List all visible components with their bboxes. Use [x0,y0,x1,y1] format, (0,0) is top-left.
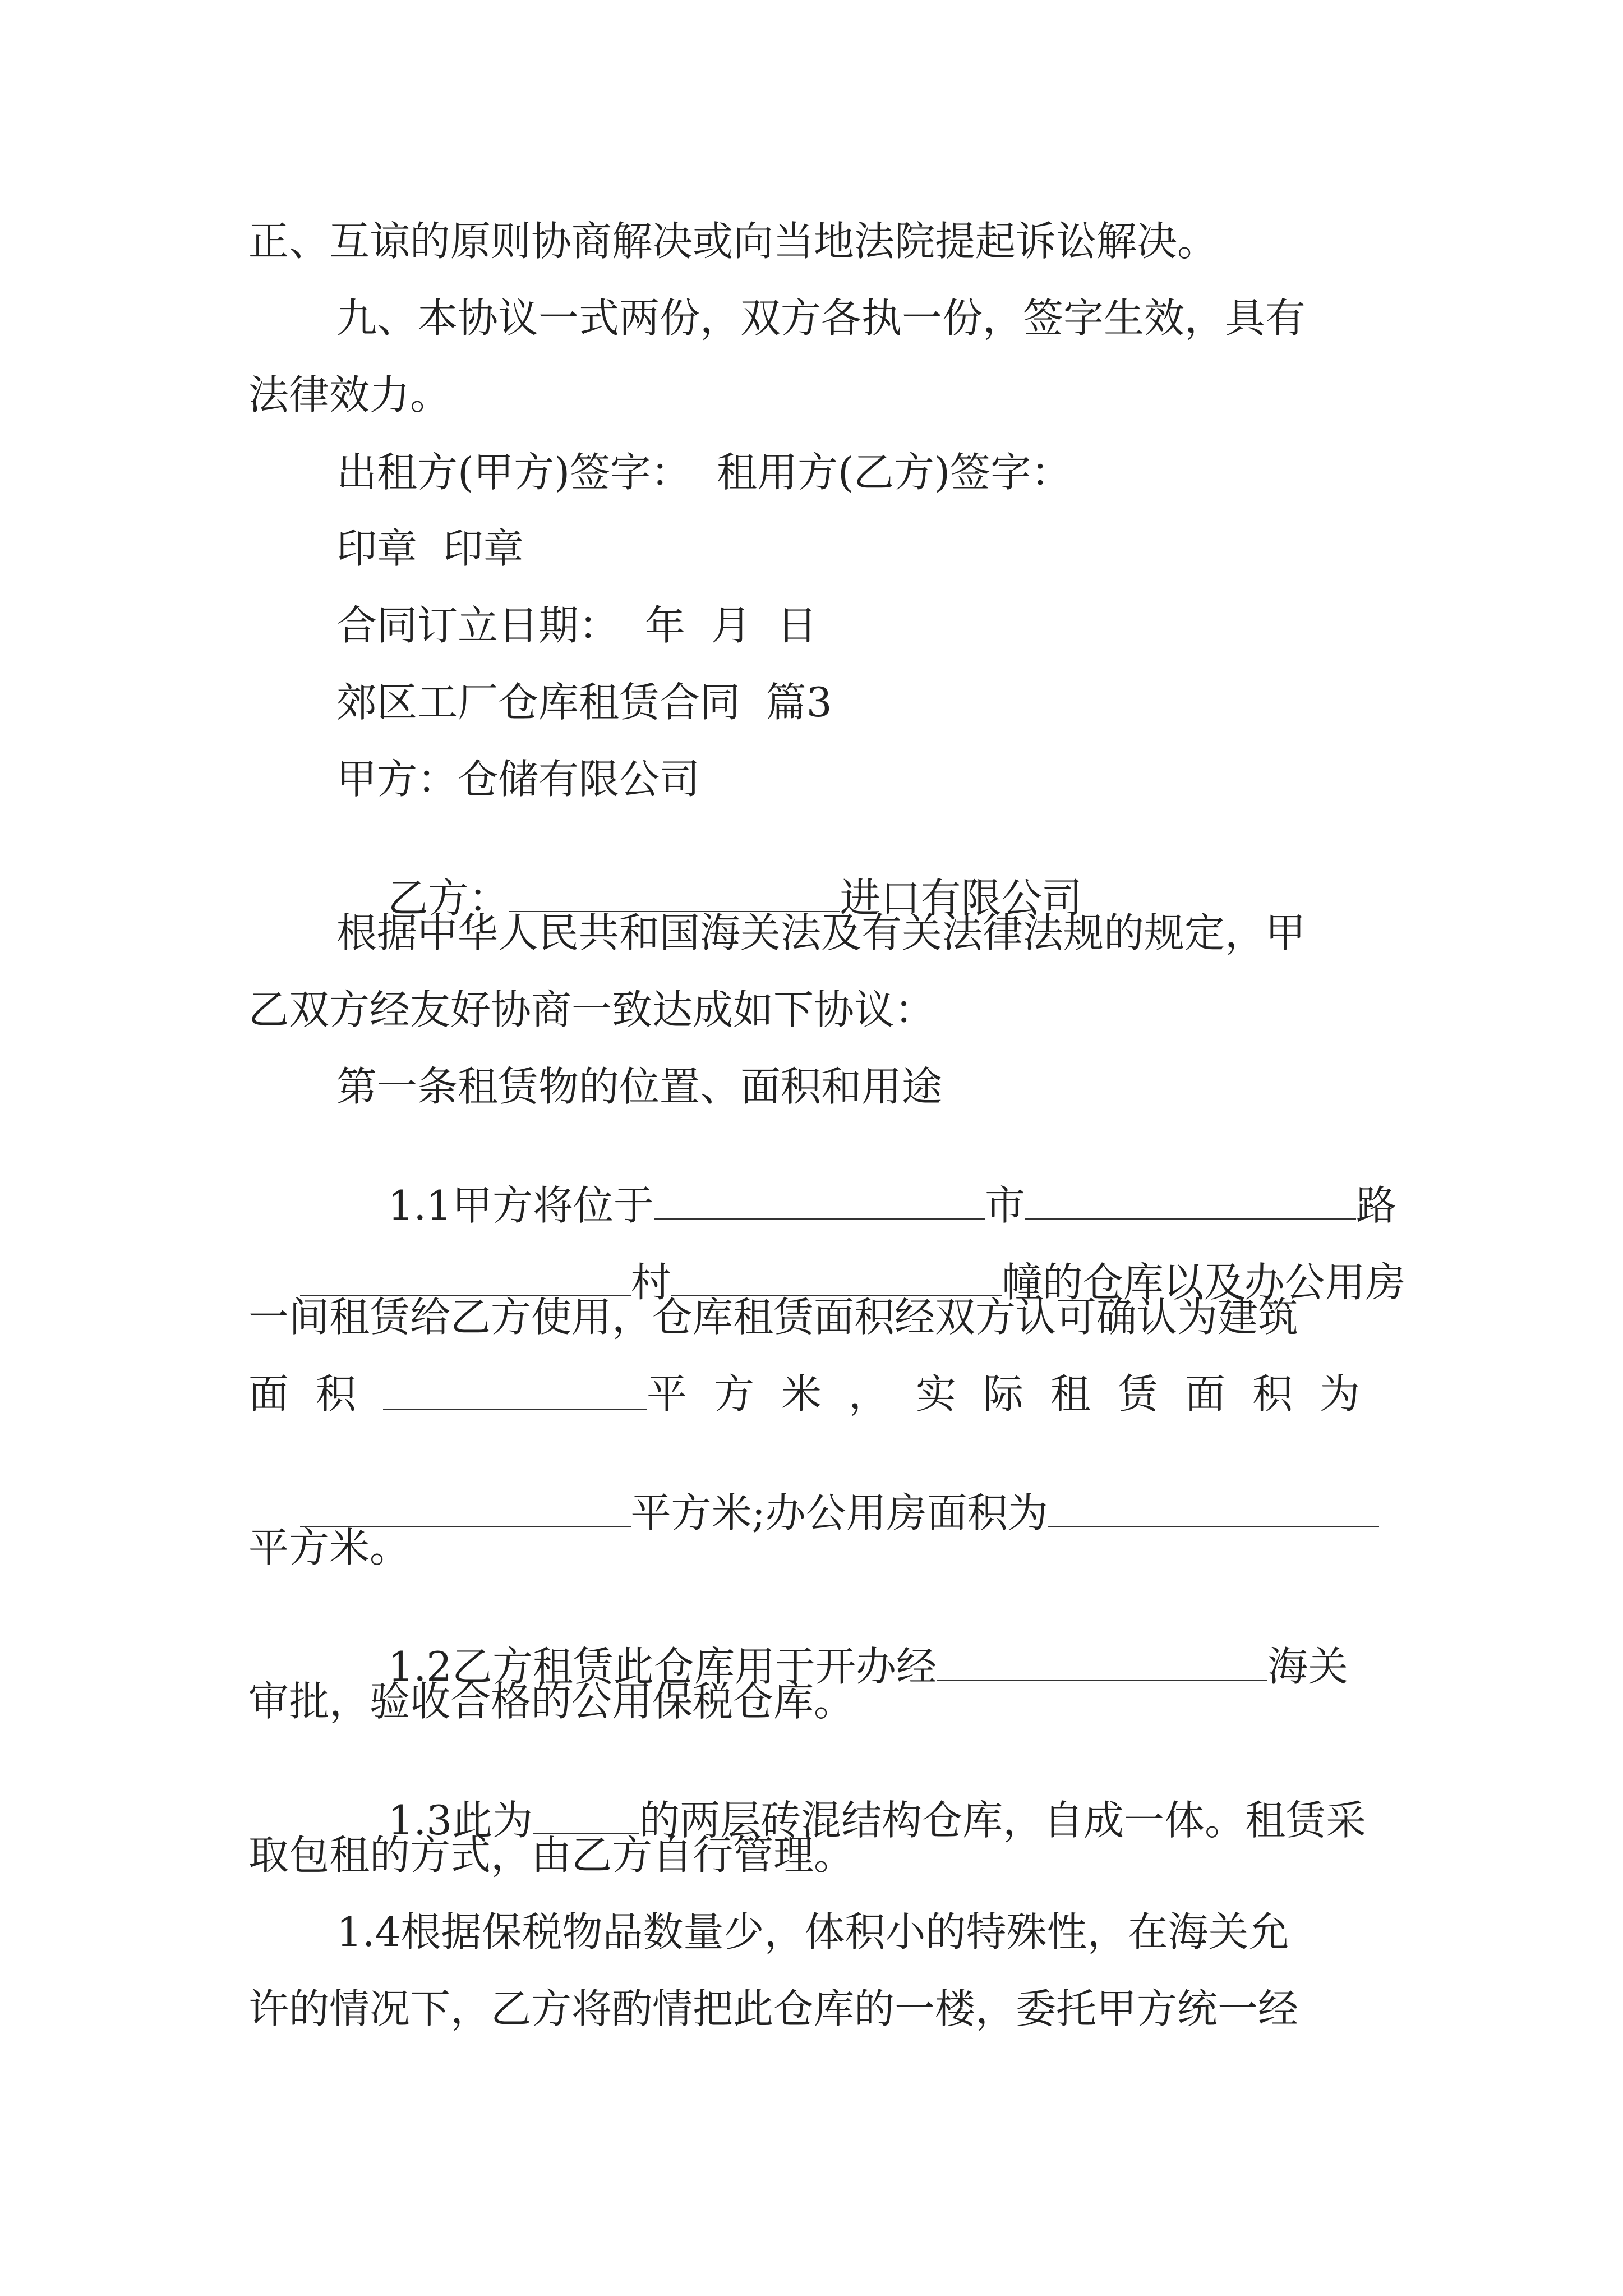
paragraph-line: 正、互谅的原则协商解决或向当地法院提起诉讼解决。 [248,218,1218,265]
clause-text: 1.3此为 [388,1797,533,1844]
clause-line-justified [248,1370,1387,1418]
blank-underline [300,1491,631,1527]
clause-text: 海关 [1267,1643,1349,1690]
blank-underline [300,1260,631,1296]
paragraph-line: 平方米。 [248,1524,411,1571]
clause-text: 平方米，实际租赁面积为 [646,1370,1387,1418]
paragraph-line: 取包租的方式，由乙方自行管理。 [248,1832,855,1879]
party-a-line: 甲方：仓储有限公司 [336,756,700,803]
paragraph-line: 九、本协议一式两份，双方各执一份，签字生效，具有 [336,295,1306,342]
blank-underline [509,876,840,912]
contract-date-line: 合同订立日期： 年 月 日 [336,602,818,649]
paragraph-line: 一间租赁给乙方使用，仓库租赁面积经双方认可确认为建筑 [248,1294,1299,1341]
clause-text: 平方米;办公用房面积为 [630,1489,1048,1536]
blank-underline [1025,1184,1356,1220]
blank-underline [671,1260,1002,1296]
clause-text: 路 [1356,1182,1397,1229]
paragraph-line: 乙双方经友好协商一致达成如下协议： [248,986,935,1033]
section-title: 郊区工厂仓库租赁合同 篇3 [336,679,832,726]
blank-underline [383,1374,647,1410]
clause-text: 幢的仓库以及办公用房 [1002,1259,1406,1306]
party-b-suffix: 进口有限公司 [840,875,1082,922]
blank-underline [533,1798,639,1834]
clause-text: 村 [630,1259,671,1306]
paragraph-line: 1.4根据保税物品数量少，体积小的特殊性，在海关允 [336,1908,1289,1955]
blank-underline [654,1184,985,1220]
paragraph-line: 法律效力。 [248,371,451,418]
paragraph-line: 根据中华人民共和国海关法及有关法律法规的规定，甲 [336,909,1306,956]
seal-line: 印章 印章 [336,525,524,572]
blank-underline [1048,1491,1379,1527]
paragraph-line: 审批，验收合格的公用保税仓库。 [248,1678,855,1725]
clause-text: 1.1甲方将位于 [388,1182,654,1229]
signature-line: 出租方(甲方)签字： 租用方(乙方)签字： [336,449,1072,496]
article-heading: 第一条租赁物的位置、面积和用途 [336,1063,943,1110]
clause-line [248,1451,1379,1573]
clause-text: 市 [985,1182,1026,1229]
party-b-label: 乙方： [388,875,509,922]
clause-text: 的两层砖混结构仓库，自成一体。租赁采 [639,1797,1367,1844]
paragraph-line: 许的情况下，乙方将酌情把此仓库的一楼，委托甲方统一经 [248,1985,1299,2032]
clause-text: 面积 [248,1370,384,1418]
clause-text: 1.2乙方租赁此仓库用于开办经 [388,1643,937,1690]
blank-underline [937,1645,1267,1681]
